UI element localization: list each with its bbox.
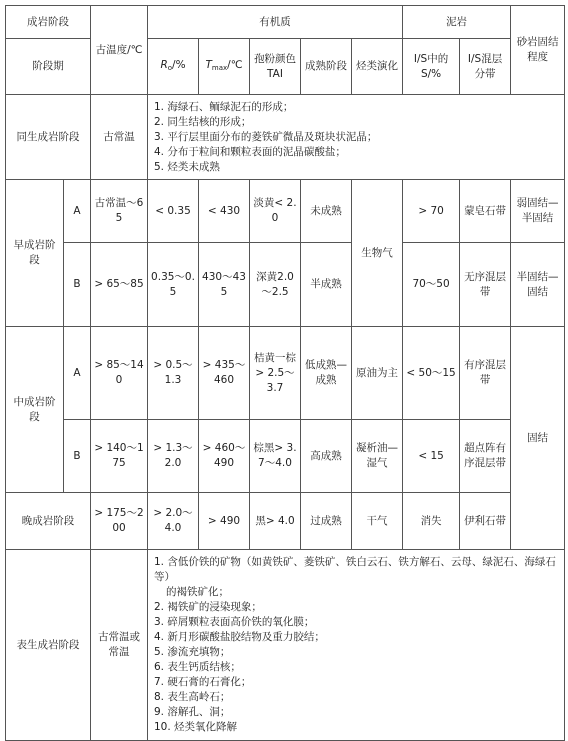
- list-item: 5. 烃类未成熟: [154, 160, 220, 173]
- early-b-tai: 深黄2.0～2.5: [250, 243, 301, 327]
- header-is-zone: I/S混层分带: [460, 39, 511, 95]
- late-maturity: 过成熟: [301, 493, 352, 550]
- list-item: 8. 表生高岭石；: [154, 691, 231, 703]
- epigenetic-features: [148, 550, 565, 741]
- list-item: 3. 平行层里面分布的菱铁矿微晶及斑块状泥晶；: [154, 130, 378, 143]
- list-item: 2. 同生结核的形成；: [154, 115, 252, 128]
- early-a-temp: 古常温～65: [91, 180, 148, 243]
- early-b-sub: B: [64, 243, 91, 327]
- late-tai: 黑> 4.0: [250, 493, 301, 550]
- late-is-s: 消失: [403, 493, 460, 550]
- early-a-maturity: 未成熟: [301, 180, 352, 243]
- header-spore-tai: 孢粉颜色TAI: [250, 39, 301, 95]
- diagenesis-table: [5, 5, 565, 741]
- list-item: 3. 碎屑颗粒表面高价铁的氧化膜；: [154, 616, 315, 628]
- early-b-tmax: 430～435: [199, 243, 250, 327]
- late-ro: > 2.0～4.0: [148, 493, 199, 550]
- list-item: 9. 溶解孔、洞；: [154, 706, 231, 718]
- header-is-s: I/S中的S/%: [403, 39, 460, 95]
- list-item: 2. 褐铁矿的浸染现象；: [154, 601, 262, 613]
- late-temp: > 175～200: [91, 493, 148, 550]
- middle-b-temp: > 140～175: [91, 420, 148, 493]
- middle-a-sub: A: [64, 327, 91, 420]
- early-b-maturity: 半成熟: [301, 243, 352, 327]
- early-label: 早成岩阶段: [6, 180, 64, 327]
- header-paleo-temp: 古温度/℃: [91, 6, 148, 95]
- middle-a-tmax: > 435～460: [199, 327, 250, 420]
- sandstone-consolidated: 固结: [511, 327, 565, 550]
- header-organic: 有机质: [148, 6, 403, 39]
- middle-b-sub: B: [64, 420, 91, 493]
- list-item: 1. 含低价铁的矿物（如黄铁矿、菱铁矿、铁白云石、铁方解石、云母、绿泥石、海绿石等）: [154, 556, 556, 583]
- header-maturity: 成熟阶段: [301, 39, 352, 95]
- late-tmax: > 490: [199, 493, 250, 550]
- early-a-is-s: > 70: [403, 180, 460, 243]
- list-item: 4. 新月形碳酸盐胶结物及重力胶结；: [154, 631, 325, 643]
- middle-label: 中成岩阶段: [6, 327, 64, 493]
- syngenetic-label: 同生成岩阶段: [6, 95, 91, 180]
- early-hydrocarbon: 生物气: [352, 180, 403, 327]
- syngenetic-features: [148, 95, 565, 180]
- middle-a-is-zone: 有序混层带: [460, 327, 511, 420]
- middle-b-hydrocarbon: 凝析油—湿气: [352, 420, 403, 493]
- list-item: 10. 烃类氧化降解: [154, 721, 238, 733]
- late-is-zone: 伊利石带: [460, 493, 511, 550]
- list-item: 6. 表生钙质结核；: [154, 661, 241, 673]
- early-b-ro: 0.35～0.5: [148, 243, 199, 327]
- middle-a-maturity: 低成熟—成熟: [301, 327, 352, 420]
- middle-a-hydrocarbon: 原油为主: [352, 327, 403, 420]
- late-hydrocarbon: 干气: [352, 493, 403, 550]
- epigenetic-label: 表生成岩阶段: [6, 550, 91, 741]
- middle-a-is-s: < 50～15: [403, 327, 460, 420]
- early-a-ro: < 0.35: [148, 180, 199, 243]
- middle-b-tai: 棕黑> 3.7～4.0: [250, 420, 301, 493]
- early-b-is-zone: 无序混层带: [460, 243, 511, 327]
- middle-a-temp: > 85～140: [91, 327, 148, 420]
- middle-b-is-zone: 超点阵有序混层带: [460, 420, 511, 493]
- header-tmax: $T_{max}/℃$: [199, 39, 250, 95]
- early-a-sand: 弱固结—半固结: [511, 180, 565, 243]
- early-a-tmax: < 430: [199, 180, 250, 243]
- header-stage-period: 阶段期: [6, 39, 91, 95]
- list-item: 7. 硬石膏的石膏化；: [154, 676, 252, 688]
- list-item: 的褐铁矿化；: [166, 586, 229, 598]
- early-b-is-s: 70～50: [403, 243, 460, 327]
- early-b-sand: 半固结—固结: [511, 243, 565, 327]
- syngenetic-temp: 古常温: [91, 95, 148, 180]
- middle-a-tai: 桔黄一棕> 2.5～3.7: [250, 327, 301, 420]
- middle-b-maturity: 高成熟: [301, 420, 352, 493]
- early-b-temp: > 65～85: [91, 243, 148, 327]
- header-stage: 成岩阶段: [6, 6, 91, 39]
- list-item: 4. 分布于粒间和颗粒表面的泥晶碳酸盐；: [154, 145, 346, 158]
- header-mudstone: 泥岩: [403, 6, 511, 39]
- list-item: 1. 海绿石、鲕绿泥石的形成；: [154, 100, 294, 113]
- list-item: 5. 渗流充填物；: [154, 646, 231, 658]
- early-a-tai: 淡黄< 2.0: [250, 180, 301, 243]
- epigenetic-temp: 古常温或常温: [91, 550, 148, 741]
- middle-b-is-s: < 15: [403, 420, 460, 493]
- middle-b-ro: > 1.3～2.0: [148, 420, 199, 493]
- late-label: 晚成岩阶段: [6, 493, 91, 550]
- header-sandstone: 砂岩固结程度: [511, 6, 565, 95]
- middle-a-ro: > 0.5～1.3: [148, 327, 199, 420]
- early-a-sub: A: [64, 180, 91, 243]
- header-ro: $R_o/\%$: [148, 39, 199, 95]
- header-hydrocarbon: 烃类演化: [352, 39, 403, 95]
- early-a-is-zone: 蒙皂石带: [460, 180, 511, 243]
- middle-b-tmax: > 460～490: [199, 420, 250, 493]
